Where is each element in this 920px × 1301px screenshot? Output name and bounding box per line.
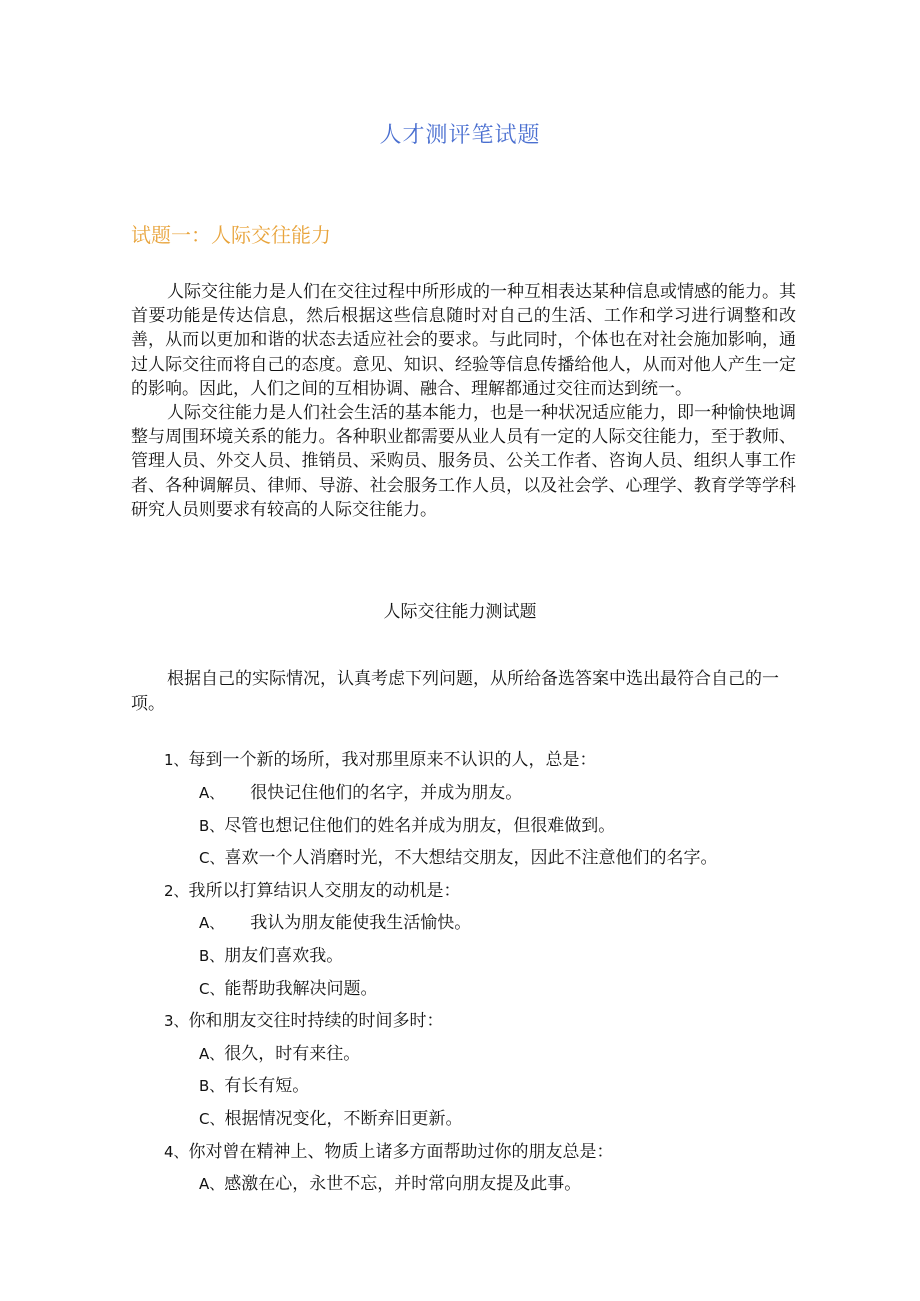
option-2a	[199, 908, 471, 933]
question-text: 你和朋友交往时持续的时间多时：	[188, 1011, 444, 1031]
option-text: 根据情况变化，不断弃旧更新。	[224, 1109, 463, 1129]
option-1b	[199, 811, 615, 836]
option-letter: C、	[199, 849, 225, 867]
option-1c	[199, 843, 717, 868]
question-3	[164, 1006, 444, 1031]
option-letter: A、	[199, 784, 225, 802]
option-letter: A、	[199, 914, 225, 932]
option-text: 有长有短。	[224, 1076, 310, 1096]
question-number: 4、	[164, 1143, 189, 1161]
option-letter: B、	[199, 1077, 225, 1095]
option-letter: B、	[199, 947, 225, 965]
option-letter: C、	[199, 1110, 225, 1128]
document-title: 人才测评笔试题	[379, 123, 541, 148]
question-text: 每到一个新的场所，我对那里原来不认识的人，总是：	[188, 750, 597, 770]
option-letter: A、	[199, 1175, 225, 1193]
option-2b	[199, 941, 343, 966]
option-3c	[199, 1104, 462, 1129]
question-text: 我所以打算结识人交朋友的动机是：	[188, 881, 461, 901]
question-1	[164, 745, 597, 770]
question-number: 3、	[164, 1012, 189, 1030]
option-2c	[199, 974, 377, 999]
option-text: 喜欢一个人消磨时光，不大想结交朋友，因此不注意他们的名字。	[224, 848, 718, 868]
option-text: 我认为朋友能使我生活愉快。	[250, 913, 472, 933]
question-2	[164, 876, 461, 901]
option-text: 尽管也想记住他们的姓名并成为朋友，但很难做到。	[224, 816, 616, 836]
option-text: 能帮助我解决问题。	[224, 979, 378, 999]
question-4	[164, 1137, 614, 1162]
intro-text	[131, 280, 796, 522]
option-text: 很快记住他们的名字，并成为朋友。	[250, 783, 523, 803]
intro-paragraph: 人际交往能力是人们在交往过程中所形成的一种互相表达某种信息或情感的能力。其首要功能是传达信息，然后根据这些信息随时对自己的生活、工作和学习进行调整和改善，从而以更加和谐的状态去适应社会的要求。与此同时，个体也在对社会施加影响，通过人际交往而将自己的态度。意见、知识、经验等信息传播给他人，从而对他人产生一定的影响。因此，人们之间的互相协调、融合、理解都通过交往而达到统一。	[131, 282, 796, 399]
option-letter: A、	[199, 1045, 225, 1063]
option-text: 很久，时有来往。	[224, 1044, 361, 1064]
option-letter: B、	[199, 817, 225, 835]
question-text: 你对曾在精神上、物质上诸多方面帮助过你的朋友总是：	[188, 1142, 614, 1162]
option-1a	[199, 778, 522, 803]
option-3b	[199, 1071, 309, 1096]
option-text: 朋友们喜欢我。	[224, 946, 344, 966]
option-letter: C、	[199, 980, 225, 998]
option-text: 感激在心，永世不忘，并时常向朋友提及此事。	[224, 1174, 582, 1194]
section-heading: 试题一：人际交往能力	[131, 223, 331, 247]
question-number: 1、	[164, 751, 189, 769]
intro-paragraph: 人际交往能力是人们社会生活的基本能力，也是一种状况适应能力，即一种愉快地调整与周围环境关系的能力。各种职业都需要从业人员有一定的人际交往能力，至于教师、管理人员、外交人员、推销员、采购员、服务员、公关工作者、咨询人员、组织人事工作者、各种调解员、律师、导游、社会服务工作人员，以及社会学、心理学、教育学等学科研究人员则要求有较高的人际交往能力。	[131, 403, 796, 520]
option-3a	[199, 1039, 360, 1064]
test-title: 人际交往能力测试题	[383, 602, 537, 622]
instructions-text: 根据自己的实际情况，认真考虑下列问题，从所给备选答案中选出最符合自己的一项。	[131, 669, 779, 714]
question-number: 2、	[164, 882, 189, 900]
option-4a	[199, 1169, 581, 1194]
